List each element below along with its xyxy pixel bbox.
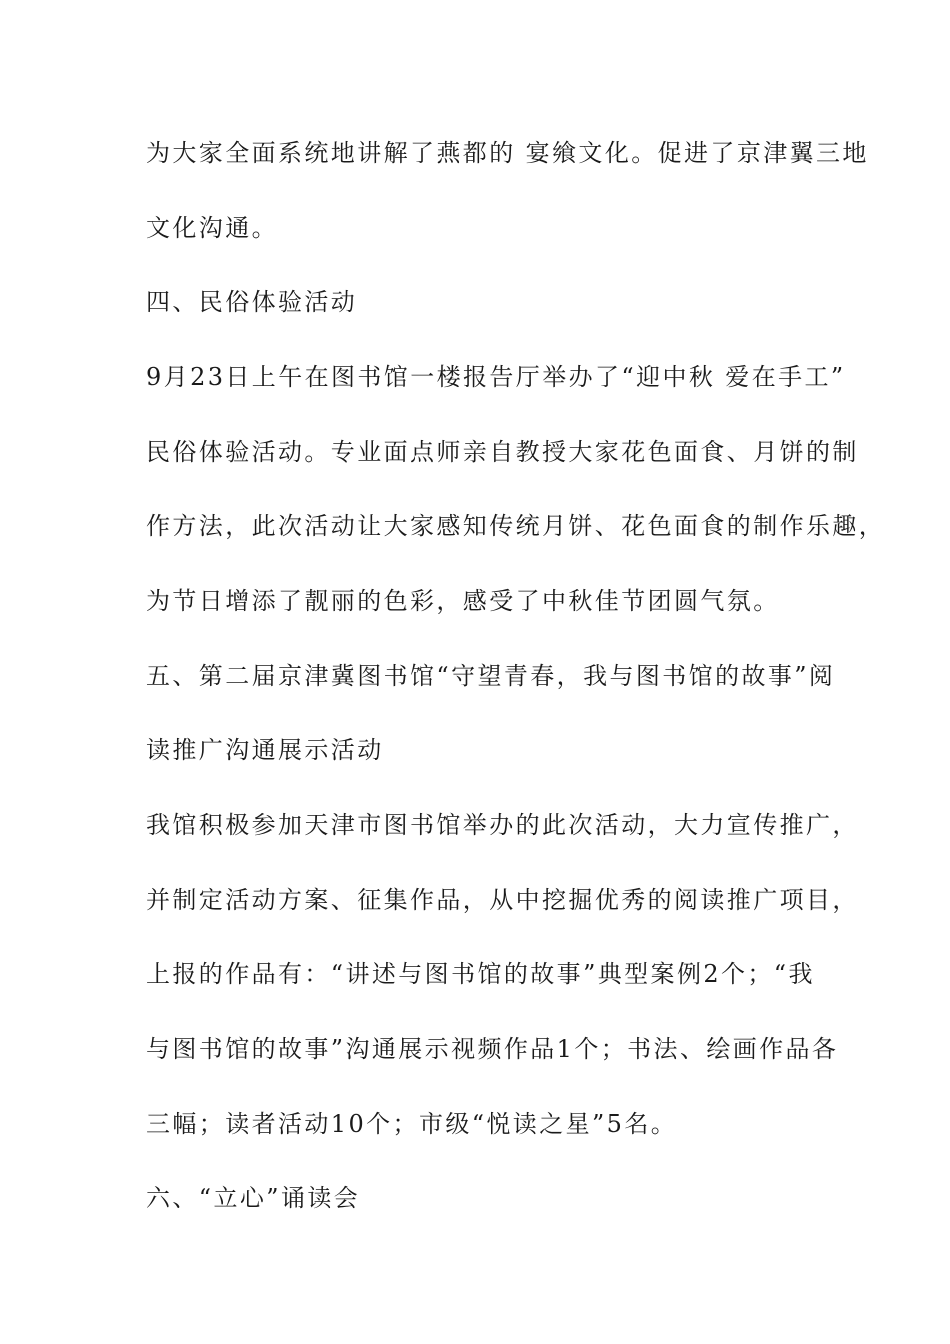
section-heading-5-line-2: 读推广沟通展示活动 (146, 736, 384, 764)
section-heading-4: 四、民俗体验活动 (146, 288, 358, 316)
paragraph-line-4-2: 民俗体验活动。专业面点师亲自教授大家花色面食、月饼的制 (146, 438, 859, 466)
paragraph-line-4-1: 9月23日上午在图书馆一楼报告厅举办了“迎中秋 爱在手工” (146, 363, 846, 391)
paragraph-line-4-4: 为节日增添了靓丽的色彩，感受了中秋佳节团圆气氛。 (146, 587, 780, 615)
section-heading-6: 六、“立心”诵读会 (146, 1184, 361, 1212)
paragraph-line-5-1: 我馆积极参加天津市图书馆举办的此次活动，大力宣传推广， (146, 811, 859, 839)
paragraph-line-5-3: 上报的作品有：“讲述与图书馆的故事”典型案例2个；“我 (146, 960, 815, 988)
paragraph-line-5-2: 并制定活动方案、征集作品，从中挖掘优秀的阅读推广项目， (146, 886, 859, 914)
section-heading-5-line-1: 五、第二届京津冀图书馆“守望青春，我与图书馆的故事”阅 (146, 662, 836, 690)
paragraph-line-5-4: 与图书馆的故事”沟通展示视频作品1个；书法、绘画作品各 (146, 1035, 839, 1063)
paragraph-line-continuation-1: 为大家全面系统地讲解了燕都的 宴飨文化。促进了京津翼三地 (146, 139, 869, 167)
paragraph-line-5-5: 三幅；读者活动10个；市级“悦读之星”5名。 (146, 1110, 678, 1138)
paragraph-line-4-3: 作方法，此次活动让大家感知传统月饼、花色面食的制作乐趣， (146, 512, 886, 540)
paragraph-line-continuation-2: 文化沟通。 (146, 214, 278, 242)
